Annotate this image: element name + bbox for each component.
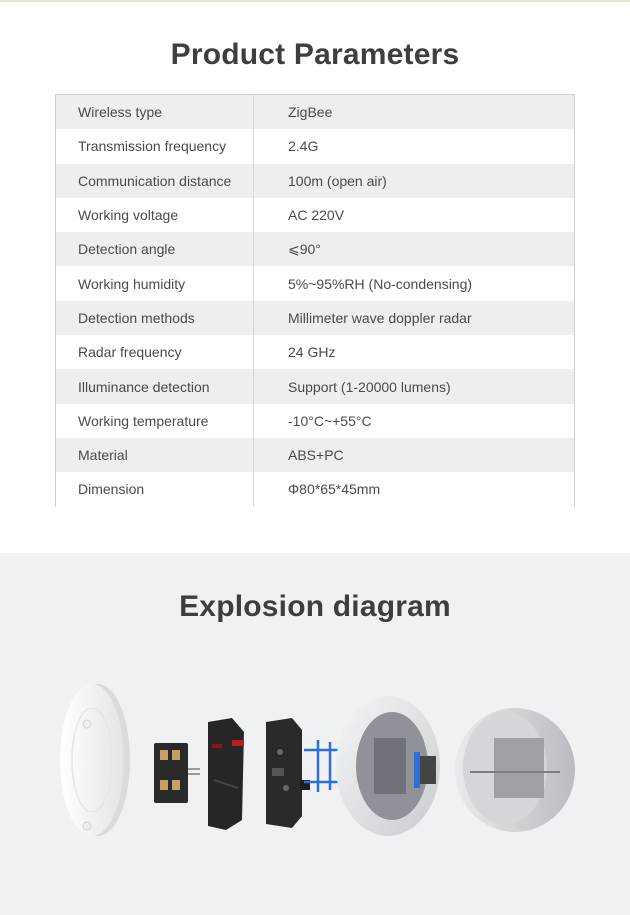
param-value: ⩽90°	[288, 240, 321, 257]
mounting-bracket	[208, 718, 244, 830]
param-value: AC 220V	[288, 207, 345, 224]
param-label: Working temperature	[56, 404, 254, 438]
product-parameters-title: Product Parameters	[170, 38, 460, 71]
table-row	[56, 438, 574, 472]
param-label: Working humidity	[56, 266, 254, 300]
explosion-diagram-title: Explosion diagram	[179, 590, 451, 623]
param-value: Support (1-20000 lumens)	[288, 378, 451, 395]
param-label: Detection angle	[56, 232, 254, 266]
parameters-table	[55, 94, 575, 507]
table-row	[56, 266, 574, 300]
table-row	[56, 95, 574, 129]
table-row	[56, 301, 574, 335]
param-value: Millimeter wave doppler radar	[288, 309, 472, 326]
top-divider	[0, 0, 630, 2]
radar-board	[154, 743, 200, 803]
param-label: Radar frequency	[56, 335, 254, 369]
param-value: Φ80*65*45mm	[288, 481, 381, 498]
param-value: ZigBee	[288, 104, 333, 121]
table-row	[56, 335, 574, 369]
explosion-diagram-illustration	[0, 680, 630, 870]
param-label: Illuminance detection	[56, 369, 254, 403]
param-label: Transmission frequency	[56, 129, 254, 163]
param-label: Dimension	[56, 472, 254, 506]
table-row	[56, 472, 574, 506]
table-row	[56, 232, 574, 266]
back-body	[455, 708, 575, 832]
param-value: 100m (open air)	[288, 172, 387, 189]
param-value: 5%~95%RH (No-condensing)	[288, 275, 473, 292]
front-cover	[60, 684, 130, 836]
table-row	[56, 198, 574, 232]
param-value: ABS+PC	[288, 447, 344, 464]
param-label: Working voltage	[56, 198, 254, 232]
param-label: Wireless type	[56, 95, 254, 129]
table-row	[56, 164, 574, 198]
ring-housing	[336, 696, 440, 836]
param-value: -10°C~+55°C	[288, 412, 372, 429]
table-row	[56, 404, 574, 438]
param-value: 24 GHz	[288, 344, 336, 361]
table-row	[56, 369, 574, 403]
param-label: Communication distance	[56, 164, 254, 198]
param-label: Detection methods	[56, 301, 254, 335]
param-label: Material	[56, 438, 254, 472]
main-board	[266, 718, 310, 828]
param-value: 2.4G	[288, 138, 319, 155]
table-row	[56, 129, 574, 163]
